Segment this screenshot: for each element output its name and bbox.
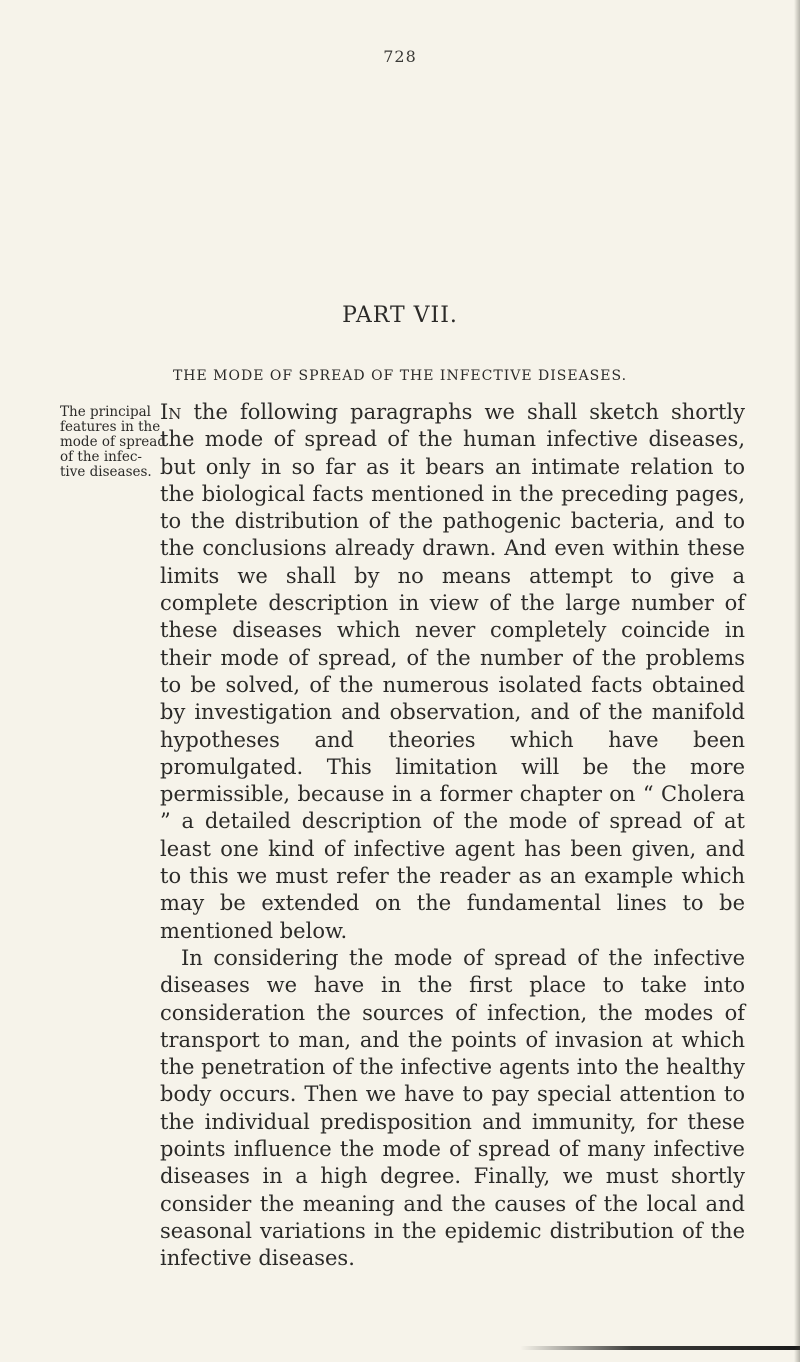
paragraph-2: In considering the mode of spread of the infective diseases we have in the first place to take into consideration the sources of infection, the modes of transport to man, and the points of invasion at which the penetration of the infective agents into the healthy body occurs. Then we have to pay special attention to the individual predisposition and immunity, for these points influence the mode of spread of many infective diseases in a high degree. Finally, we must shortly consider the meaning and the causes of the local and seasonal variations in the epidemic distribution of the infective diseases. bbox=[160, 945, 745, 1271]
margin-note-line: features in the bbox=[60, 419, 161, 435]
page-number: 728 bbox=[383, 47, 417, 66]
paragraph-1 bbox=[160, 399, 745, 945]
margin-note-line: tive diseases. bbox=[60, 464, 152, 480]
part-title: PART VII. bbox=[342, 303, 458, 328]
bottom-edge-shadow bbox=[520, 1346, 800, 1350]
paragraph-1-text: the following paragraphs we shall sketch shortly the mode of spread of the human infective diseases, but only in so far as it bears an intimate relation to the biological facts mentioned in the preceding pages, to the distribution of the pathogenic bacteria, and to the conclusions already drawn. And even within these limits we shall by no means attempt to give a complete description in view of the large number of these diseases which never completely coincide in their mode of spread, of the number of the problems to be solved, of the numerous isolated facts obtained by investigation and observation, and of the manifold hypotheses and theories which have been promulgated. This limitation will be the more permissible, because in a former chapter on “ Cholera ” a detailed description of the mode of spread of at least one kind of infective agent has been given, and to this we must refer the reader as an example which may be extended on the fundamental lines to be mentioned below. bbox=[160, 400, 745, 943]
margin-note-line: The principal bbox=[60, 404, 151, 420]
right-edge-shadow bbox=[794, 0, 800, 1362]
margin-note bbox=[60, 405, 168, 480]
body-text bbox=[160, 399, 745, 1273]
margin-note-line: mode of spread bbox=[60, 434, 166, 450]
section-subtitle: THE MODE OF SPREAD OF THE INFECTIVE DISEASES. bbox=[172, 368, 628, 384]
margin-note-line: of the infec- bbox=[60, 449, 142, 465]
paragraph-1-lead: In bbox=[160, 400, 182, 424]
